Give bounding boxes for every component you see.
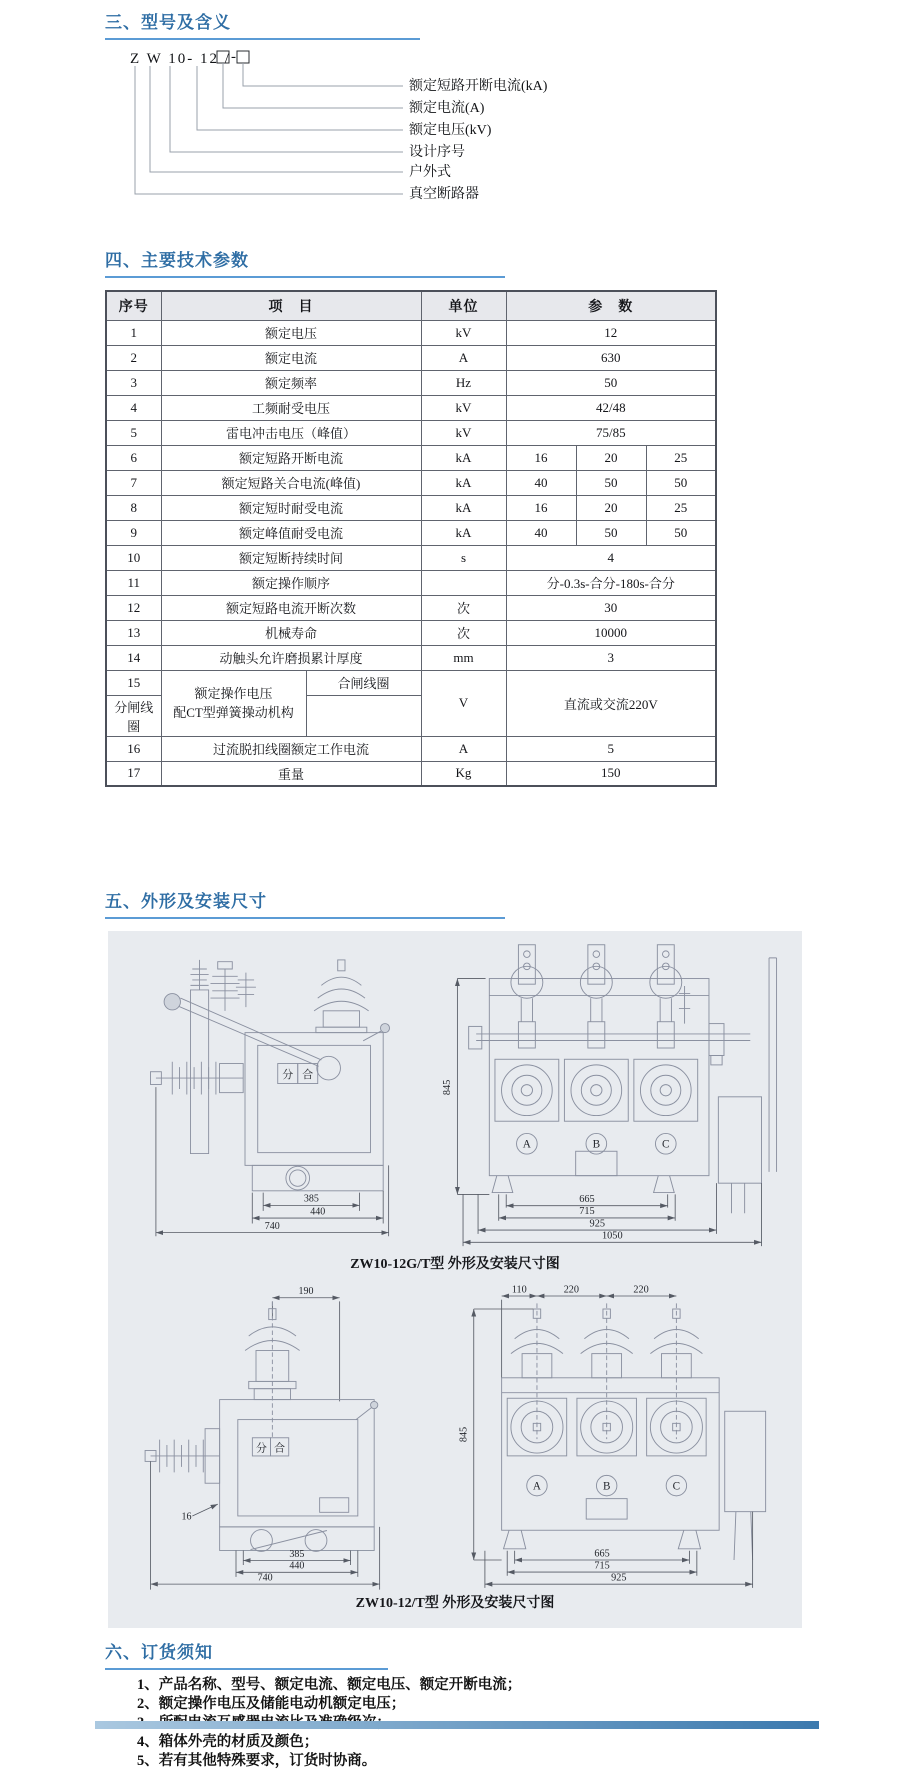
dim-label: 190 [298,1286,314,1298]
switch-open-label: 分 [256,1442,267,1455]
cell-item: 额定电压 [161,320,421,345]
cell-no: 6 [106,445,161,470]
cell-no: 10 [106,545,161,570]
table-row [106,395,716,420]
table-row [106,445,716,470]
table-row [106,670,716,695]
pole-label: A [532,1480,541,1493]
model-designation-diagram [105,44,575,224]
cell-subitem: 分闸线圈 [106,695,161,736]
column-header: 项 目 [161,291,421,320]
cell-unit: mm [421,645,506,670]
table-row [106,370,716,395]
switch-close-label: 合 [302,1069,314,1082]
cell-no: 17 [106,761,161,786]
table-row [106,595,716,620]
cell-value: 分-0.3s-合分-180s-合分 [506,570,716,595]
cell-unit: kA [421,520,506,545]
cell-unit: Hz [421,370,506,395]
table-row [106,345,716,370]
figure1-side-view [125,949,425,1249]
control-box [718,1097,761,1183]
cell-value: 75/85 [506,420,716,445]
side-bushing [156,1062,243,1095]
model-code-dash: - [231,49,238,65]
cell-no: 8 [106,495,161,520]
figure2-caption: ZW10-12/T型 外形及安装尺寸图 [355,1596,555,1611]
switch-close-label: 合 [274,1442,286,1455]
branch-line [170,66,403,152]
cell-item: 动触头允许磨损累计厚度 [161,645,421,670]
cell-item: 额定短路开断电流 [161,445,421,470]
pole-label: C [672,1480,681,1493]
frame-leader-label: 16 [181,1511,192,1523]
carriage [220,1527,375,1551]
cell-value: 25 [646,495,716,520]
cell-no: 13 [106,620,161,645]
cell-value: 4 [506,545,716,570]
branch-line [197,66,403,130]
cell-item: 额定电流 [161,345,421,370]
cell-item: 额定频率 [161,370,421,395]
tank-body [245,1033,383,1166]
tank-body [220,1400,375,1527]
column-header: 单位 [421,291,506,320]
cell-item: 雷电冲击电压（峰值） [161,420,421,445]
dim-label: 110 [511,1284,527,1296]
dim-label: 440 [289,1560,305,1572]
cell-unit: kA [421,470,506,495]
model-label: 设计序号 [409,145,465,160]
model-code-box [237,51,249,63]
ordering-note: 1、产品名称、型号、额定电流、额定电压、额定开断电流； [137,1677,522,1693]
drawings-panel [108,931,802,1628]
section-title-parameters: 四、主要技术参数 [105,246,505,278]
cell-unit: Kg [421,761,506,786]
table-row [106,545,716,570]
footer-bar [95,1721,819,1729]
cell-value: 16 [506,445,576,470]
table-row [106,420,716,445]
dim-label: 845 [458,1426,470,1443]
cell-value: 40 [506,470,576,495]
cell-item: 重量 [161,761,421,786]
dim-label: 715 [579,1206,595,1218]
dim-label: 385 [303,1193,319,1205]
cell-no: 16 [106,736,161,761]
cell-no: 3 [106,370,161,395]
ordering-note: 2、额定操作电压及储能电动机额定电压； [137,1696,406,1712]
figure1-front-view [433,939,785,1249]
cell-value: 50 [646,470,716,495]
cell-value: 150 [506,761,716,786]
cell-value: 50 [576,470,646,495]
cell-no: 15 [106,670,161,695]
dim-label: 220 [633,1284,649,1296]
cell-value: 直流或交流220V [506,670,716,736]
dim-label: 925 [589,1218,606,1230]
cell-value: 630 [506,345,716,370]
cell-unit: kV [421,420,506,445]
table-row [106,320,716,345]
cell-value: 3 [506,645,716,670]
nameplate [576,1151,617,1175]
lever-handle [317,1056,341,1080]
model-code-text: Z W 10- 12 / [130,51,231,67]
branch-line [150,66,403,172]
dim-label: 220 [563,1284,580,1296]
figure2-side-view [136,1283,436,1588]
cell-value: 50 [576,520,646,545]
figure1-caption: ZW10-12G/T型 外形及安装尺寸图 [350,1257,560,1272]
cell-item: 机械寿命 [161,620,421,645]
nameplate [586,1499,627,1519]
table-row [106,570,716,595]
model-label: 额定短路开断电流(kA) [409,79,548,94]
pole-label: A [522,1138,531,1151]
table-row [106,736,716,761]
cell-item: 额定峰值耐受电流 [161,520,421,545]
table-row [106,761,716,786]
cell-item: 额定操作顺序 [161,570,421,595]
table-header-row [106,291,716,320]
pole-label: B [602,1480,611,1493]
top-insulator [314,977,369,1011]
cell-unit: 次 [421,595,506,620]
cell-unit: V [421,670,506,736]
dim-label: 385 [289,1548,305,1560]
cell-no: 1 [106,320,161,345]
model-label: 额定电压(kV) [409,123,492,138]
cell-no: 11 [106,570,161,595]
section-title-model: 三、型号及含义 [105,8,420,40]
table-row [106,620,716,645]
cell-value: 42/48 [506,395,716,420]
lever-knob [164,994,180,1010]
dim-label: 1050 [601,1230,623,1242]
dim-label: 845 [441,1079,453,1096]
ordering-note: 4、箱体外壳的材质及颜色； [137,1734,319,1750]
cell-value: 50 [646,520,716,545]
column-header: 参 数 [506,291,716,320]
cell-value: 25 [646,445,716,470]
cell-no: 7 [106,470,161,495]
column-header: 序号 [106,291,161,320]
cell-unit: kA [421,445,506,470]
cell-unit: A [421,736,506,761]
cell-unit: kV [421,320,506,345]
cell-item: 额定短时耐受电流 [161,495,421,520]
figure2-row [108,1281,802,1588]
model-label: 真空断路器 [409,187,479,202]
section-title-ordering: 六、订货须知 [105,1638,388,1670]
cell-unit: A [421,345,506,370]
cell-value: 50 [506,370,716,395]
cell-no: 4 [106,395,161,420]
figure1-row [108,939,802,1249]
table-row [106,470,716,495]
cell-item: 额定短路电流开断次数 [161,595,421,620]
cell-unit: 次 [421,620,506,645]
cell-value: 30 [506,595,716,620]
table-row [106,495,716,520]
ordering-note: 5、若有其他特殊要求，订货时协商。 [137,1753,377,1769]
cell-unit: kV [421,395,506,420]
cell-no: 14 [106,645,161,670]
section-title-dimensions: 五、外形及安装尺寸 [105,887,505,919]
dim-label: 440 [310,1206,326,1218]
cell-item: 额定操作电压 配CT型弹簧操动机构 [161,670,306,736]
cell-item: 工频耐受电压 [161,395,421,420]
pole-label: B [592,1138,601,1151]
cell-unit: s [421,545,506,570]
pole-label: C [662,1138,670,1151]
cell-item: 额定短路关合电流(峰值) [161,470,421,495]
model-label: 户外式 [409,165,451,180]
dim-label: 740 [257,1572,273,1584]
cell-value: 12 [506,320,716,345]
dim-label: 740 [264,1221,280,1232]
model-label: 额定电流(A) [409,101,485,116]
cell-no: 9 [106,520,161,545]
breaker-body [502,1378,720,1530]
cell-no: 12 [106,595,161,620]
cell-item: 额定短断持续时间 [161,545,421,570]
branch-line [243,63,403,86]
cell-no: 5 [106,420,161,445]
cell-no: 2 [106,345,161,370]
table-row [106,520,716,545]
cell-unit [421,570,506,595]
cell-value: 16 [506,495,576,520]
params-table [105,290,717,787]
cell-value: 20 [576,495,646,520]
cell-item: 过流脱扣线圈额定工作电流 [161,736,421,761]
switch-open-label: 分 [282,1069,294,1082]
dim-label: 925 [611,1572,627,1584]
dim-label: 715 [594,1560,610,1572]
cell-unit: kA [421,495,506,520]
cell-value: 20 [576,445,646,470]
dim-label: 665 [594,1548,610,1560]
operating-lever [179,998,322,1066]
cell-subitem: 合闸线圈 [306,670,421,695]
side-bushing [151,1440,220,1473]
table-row [106,645,716,670]
cell-value: 40 [506,520,576,545]
control-box [725,1411,766,1511]
carriage [252,1165,383,1190]
figure2-front-view [444,1281,774,1588]
cell-value: 5 [506,736,716,761]
cell-value: 10000 [506,620,716,645]
dim-label: 665 [579,1193,595,1205]
